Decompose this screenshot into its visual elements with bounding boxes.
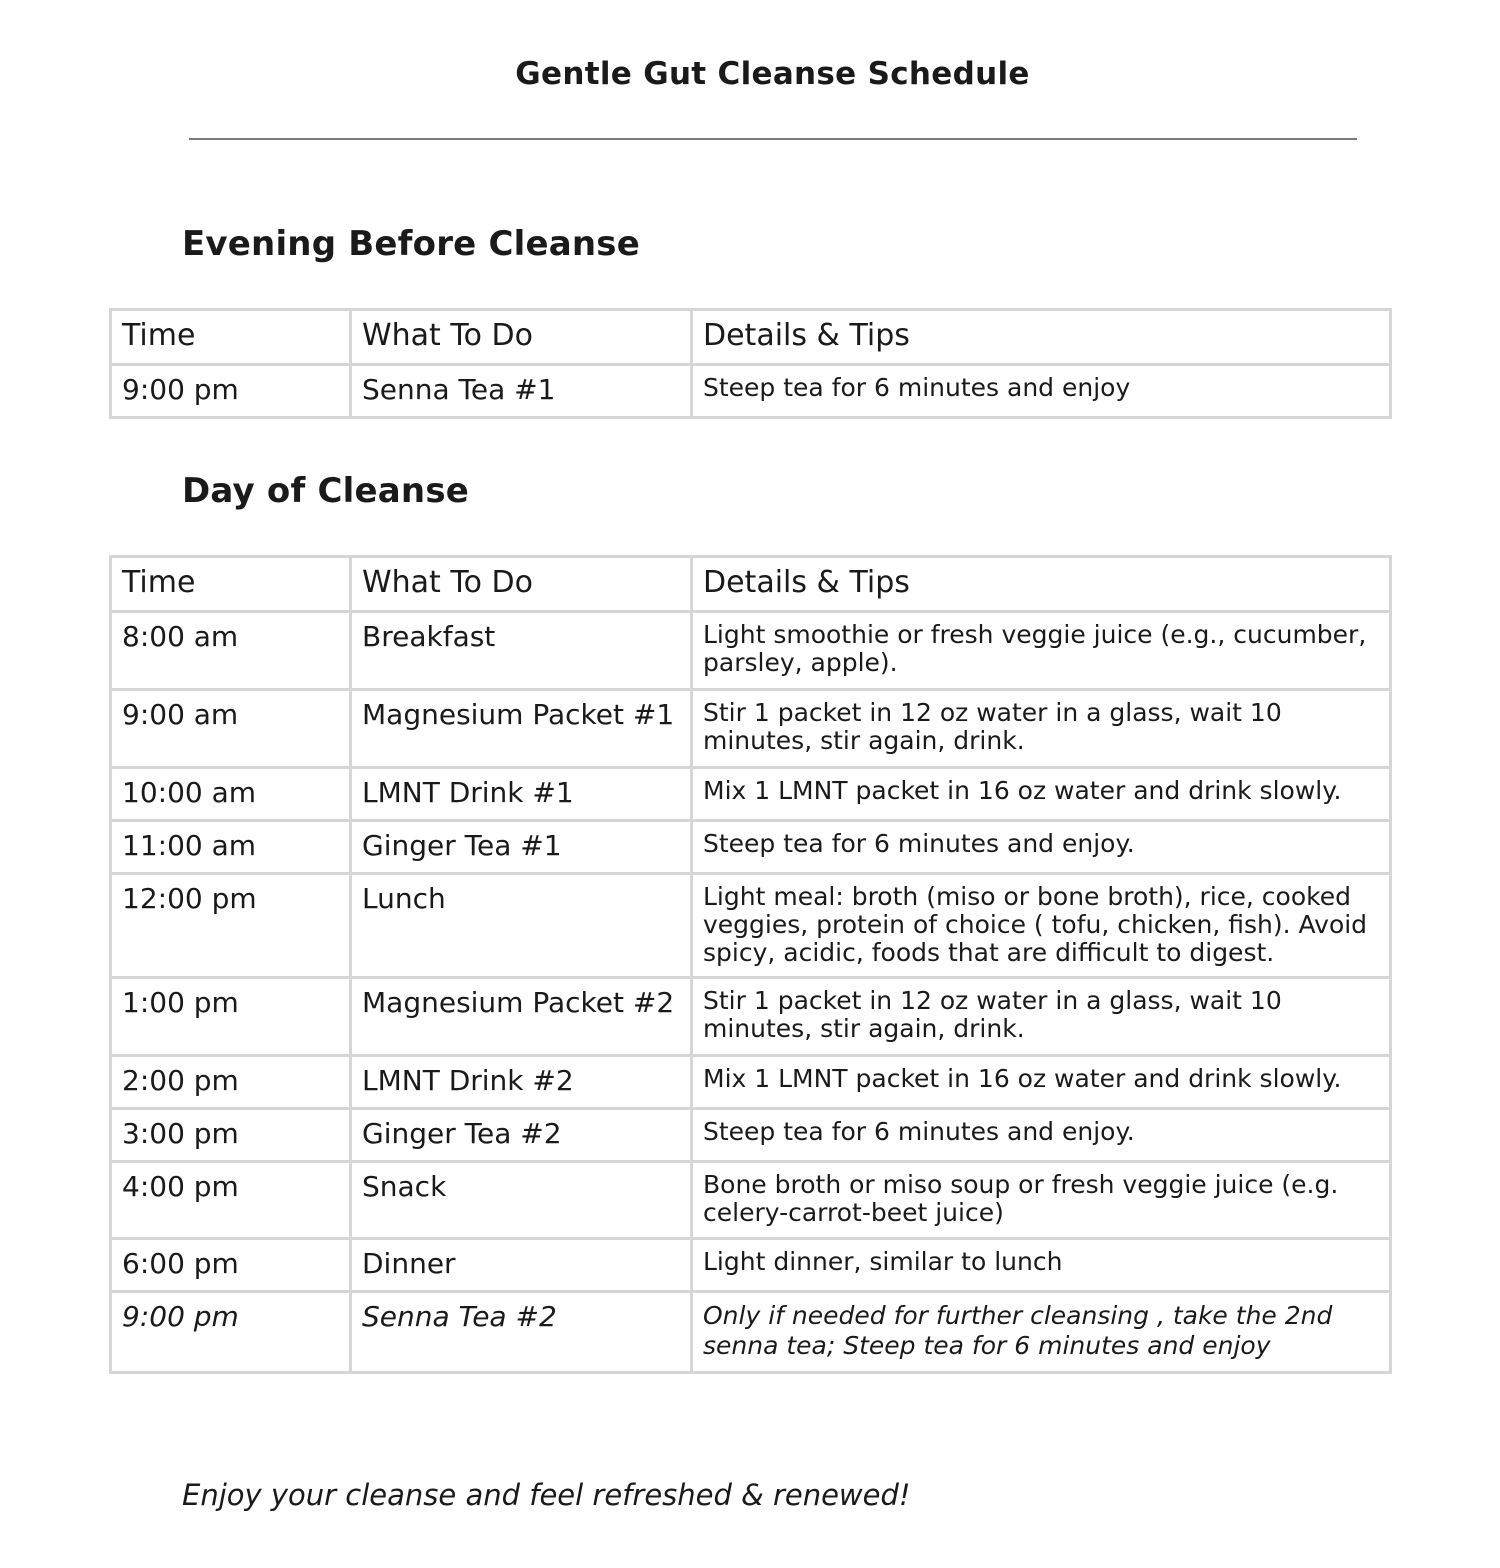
cell-details: Stir 1 packet in 12 oz water in a glass, wait 10 minutes, stir again, drink. [692, 690, 1391, 768]
cell-time: 10:00 am [111, 768, 351, 821]
cell-details: Only if needed for further cleansing , take the 2nd senna tea; Steep tea for 6 minutes and enjoy [692, 1292, 1391, 1373]
cell-what: Snack [351, 1162, 692, 1239]
cell-time: 9:00 pm [111, 365, 351, 418]
table-row [111, 1239, 1391, 1292]
cell-time: 3:00 pm [111, 1109, 351, 1162]
column-header-time: Time [111, 557, 351, 612]
cell-details: Light meal: broth (miso or bone broth), rice, cooked veggies, protein of choice ( tofu, chicken, fish). Avoid spicy, acidic, foods that are difficult to digest. [692, 874, 1391, 978]
table-row [111, 690, 1391, 768]
cell-time: 11:00 am [111, 821, 351, 874]
cell-details: Light dinner, similar to lunch [692, 1239, 1391, 1292]
cell-time: 9:00 am [111, 690, 351, 768]
cell-what: LMNT Drink #1 [351, 768, 692, 821]
column-header-details: Details & Tips [692, 310, 1391, 365]
document-title: Gentle Gut Cleanse Schedule [515, 56, 1030, 92]
cell-time: 1:00 pm [111, 978, 351, 1056]
column-header-details: Details & Tips [692, 557, 1391, 612]
cell-details: Bone broth or miso soup or fresh veggie juice (e.g. celery-carrot-beet juice) [692, 1162, 1391, 1239]
cell-time: 12:00 pm [111, 874, 351, 978]
section-heading-day: Day of Cleanse [182, 471, 470, 511]
cell-time: 8:00 am [111, 612, 351, 690]
table-row [111, 821, 1391, 874]
table-row [111, 1109, 1391, 1162]
table-header-row [111, 310, 1391, 365]
cell-details: Light smoothie or fresh veggie juice (e.g., cucumber, parsley, apple). [692, 612, 1391, 690]
cell-details: Steep tea for 6 minutes and enjoy. [692, 1109, 1391, 1162]
cell-what: Breakfast [351, 612, 692, 690]
day-schedule-table [109, 555, 1392, 1374]
table-row [111, 1162, 1391, 1239]
cell-details: Steep tea for 6 minutes and enjoy. [692, 821, 1391, 874]
table-header-row [111, 557, 1391, 612]
cell-what: Lunch [351, 874, 692, 978]
cell-details: Mix 1 LMNT packet in 16 oz water and drink slowly. [692, 768, 1391, 821]
table-row [111, 612, 1391, 690]
table-row [111, 978, 1391, 1056]
title-divider [189, 138, 1357, 140]
cell-what: Dinner [351, 1239, 692, 1292]
cell-time: 6:00 pm [111, 1239, 351, 1292]
cell-time: 4:00 pm [111, 1162, 351, 1239]
cell-details: Mix 1 LMNT packet in 16 oz water and drink slowly. [692, 1056, 1391, 1109]
cell-time: 2:00 pm [111, 1056, 351, 1109]
cell-what: Senna Tea #2 [351, 1292, 692, 1373]
column-header-what: What To Do [351, 310, 692, 365]
table-row [111, 365, 1391, 418]
evening-schedule-table [109, 308, 1392, 419]
cell-time: 9:00 pm [111, 1292, 351, 1373]
table-row [111, 768, 1391, 821]
cell-what: Ginger Tea #1 [351, 821, 692, 874]
cell-what: Magnesium Packet #1 [351, 690, 692, 768]
cell-details: Steep tea for 6 minutes and enjoy [692, 365, 1391, 418]
column-header-time: Time [111, 310, 351, 365]
cell-what: LMNT Drink #2 [351, 1056, 692, 1109]
table-row-optional [111, 1292, 1391, 1373]
cell-details: Stir 1 packet in 12 oz water in a glass, wait 10 minutes, stir again, drink. [692, 978, 1391, 1056]
section-heading-evening: Evening Before Cleanse [182, 224, 640, 264]
cell-what: Senna Tea #1 [351, 365, 692, 418]
closing-message: Enjoy your cleanse and feel refreshed & renewed! [182, 1478, 911, 1512]
cell-what: Ginger Tea #2 [351, 1109, 692, 1162]
cell-what: Magnesium Packet #2 [351, 978, 692, 1056]
column-header-what: What To Do [351, 557, 692, 612]
table-row [111, 874, 1391, 978]
table-row [111, 1056, 1391, 1109]
